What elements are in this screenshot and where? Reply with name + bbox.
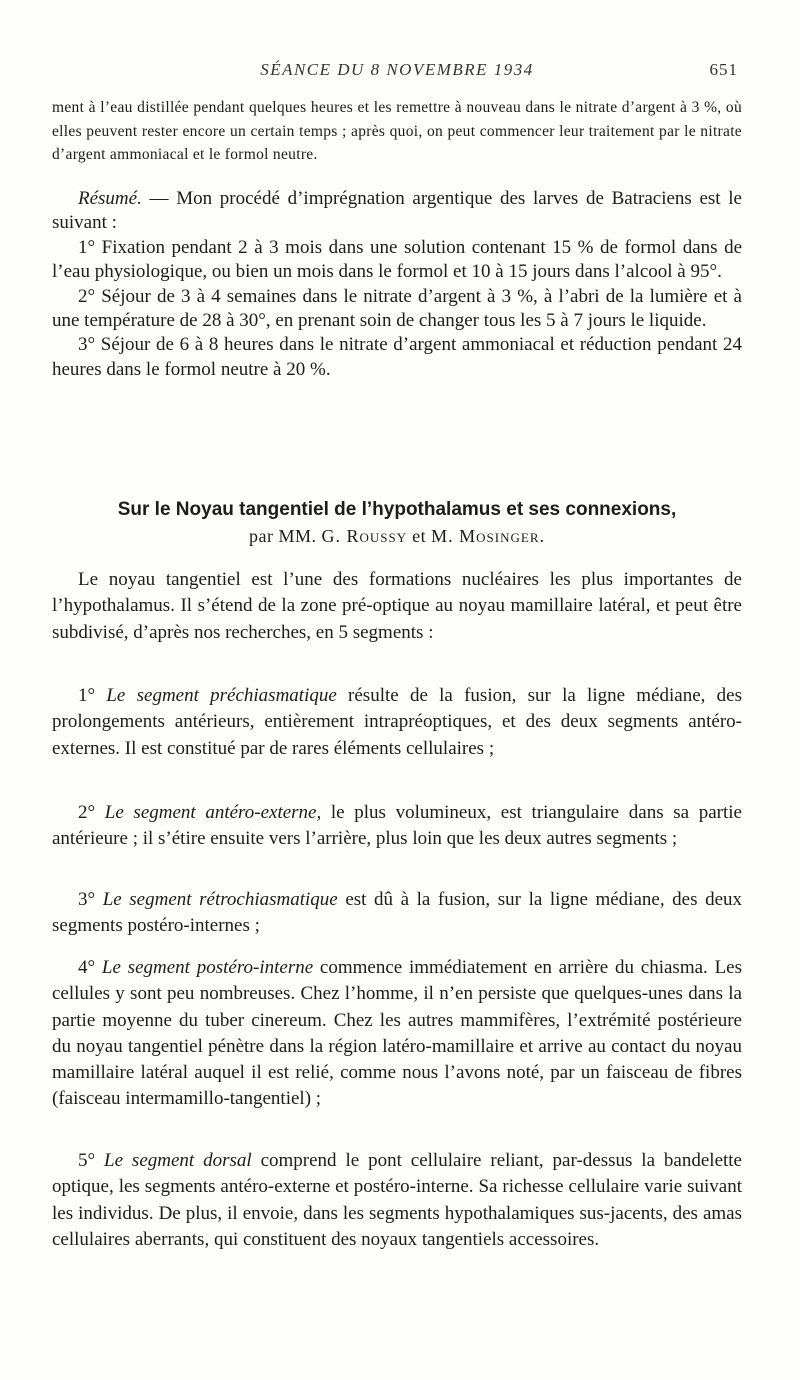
segment-text: résulte de la fusion, sur la ligne médiane, des prolongements antérieurs, entièrement intrapréoptiques, et des deux segments antéro-externes. Il est constitué par de rares éléments cellulaires ; xyxy=(52,685,742,759)
segment-paragraph xyxy=(52,955,742,1113)
article-heading xyxy=(52,497,742,549)
resume-step: 2° Séjour de 3 à 4 semaines dans le nitrate d’argent à 3 %, à l’abri de la lumière et à une température de 28 à 30°, en prenant soin de changer tous les 5 à 7 jours le liquide. xyxy=(52,285,742,332)
running-title: SÉANCE DU 8 NOVEMBRE 1934 xyxy=(260,60,534,79)
segment-number: 5° xyxy=(78,1150,105,1171)
segment-name: Le segment postéro-interne xyxy=(101,957,314,978)
segment-paragraph xyxy=(52,683,742,762)
segment-number: 4° xyxy=(78,957,102,978)
segment-name: Le segment rétrochiasmatique xyxy=(102,889,338,910)
segment-name: Le segment préchiasmatique xyxy=(106,685,337,706)
resume-label: Résumé. xyxy=(78,188,142,209)
page-header xyxy=(52,60,742,84)
segment-paragraph xyxy=(52,887,742,940)
byline-and: et xyxy=(407,526,432,546)
resume-paragraph xyxy=(52,187,742,236)
page-number: 651 xyxy=(709,60,738,79)
segment-text: comprend le pont cellulaire reliant, par-dessus la bandelette optique, les segments antéro-externe et postéro-interne. Sa richesse cellulaire varie suivant les individus. De plus, il envoie, dans les segments hypothalamiques sus-jacents, des amas cellulaires aberrants, qui constituent des noyaux tangentiels accessoires. xyxy=(52,1150,742,1250)
segment-text: le plus volumineux, est triangulaire dans sa partie antérieure ; il s’étire ensuite vers l’arrière, plus loin que les deux autres segments ; xyxy=(52,802,742,850)
author-name: G. Roussy xyxy=(321,526,408,546)
segment-paragraph xyxy=(52,800,742,853)
article-intro: Le noyau tangentiel est l’une des formations nucléaires les plus importantes de l’hypothalamus. Il s’étend de la zone pré-optique au noyau mamillaire latéral, et peut être subdivisé, d’après nos recherches, en 5 segments : xyxy=(52,569,742,643)
segment-number: 3° xyxy=(78,889,103,910)
segment-paragraph xyxy=(52,1148,742,1253)
segment-number: 2° xyxy=(78,802,105,823)
segment-name: Le segment antéro-externe, xyxy=(104,802,322,823)
resume-text: — Mon procédé d’imprégnation argentique des larves de Batraciens est le suivant : xyxy=(52,188,742,234)
segment-text: commence immédiatement en arrière du chiasma. Les cellules y sont peu nombreuses. Chez l’homme, il n’en persiste que quelques-unes dans la partie moyenne du tuber cinereum. Chez les autres mammifères, l’extrémité postérieure du noyau tangentiel pénètre dans la région latéro-mamillaire et arrive au contact du noyau mamillaire latéral auquel il est relié, comme nous l’avons noté, par un faisceau de fibres (faisceau intermamillo-tangentiel) ; xyxy=(52,957,743,1110)
segment-name: Le segment dorsal xyxy=(104,1150,252,1171)
segment-number: 1° xyxy=(78,685,107,706)
resume-step: 3° Séjour de 6 à 8 heures dans le nitrate d’argent ammoniacal et réduction pendant 24 heures dans le formol neutre à 20 %. xyxy=(52,334,742,380)
resume-step: 1° Fixation pendant 2 à 3 mois dans une solution contenant 15 % de formol dans de l’eau physiologique, ou bien un mois dans le formol et 10 à 15 jours dans l’alcool à 95°. xyxy=(52,236,742,283)
intro-paragraph: ment à l’eau distillée pendant quelques heures et les remettre à nouveau dans le nitrate d’argent à 3 %, où elles peuvent rester encore un certain temps ; après quoi, on peut commencer leur traitement par le nitrate d’argent ammoniacal et le formol neutre. xyxy=(52,99,742,163)
article-byline xyxy=(52,523,742,549)
resume-section xyxy=(52,187,742,382)
segment-text: est dû à la fusion, sur la ligne médiane, des deux segments postéro-internes ; xyxy=(52,889,742,937)
article-title: Sur le Noyau tangentiel de l’hypothalamus et ses connexions, xyxy=(117,499,677,520)
author-name: M. Mosinger. xyxy=(431,526,545,546)
byline-prefix: par MM. xyxy=(249,526,322,546)
